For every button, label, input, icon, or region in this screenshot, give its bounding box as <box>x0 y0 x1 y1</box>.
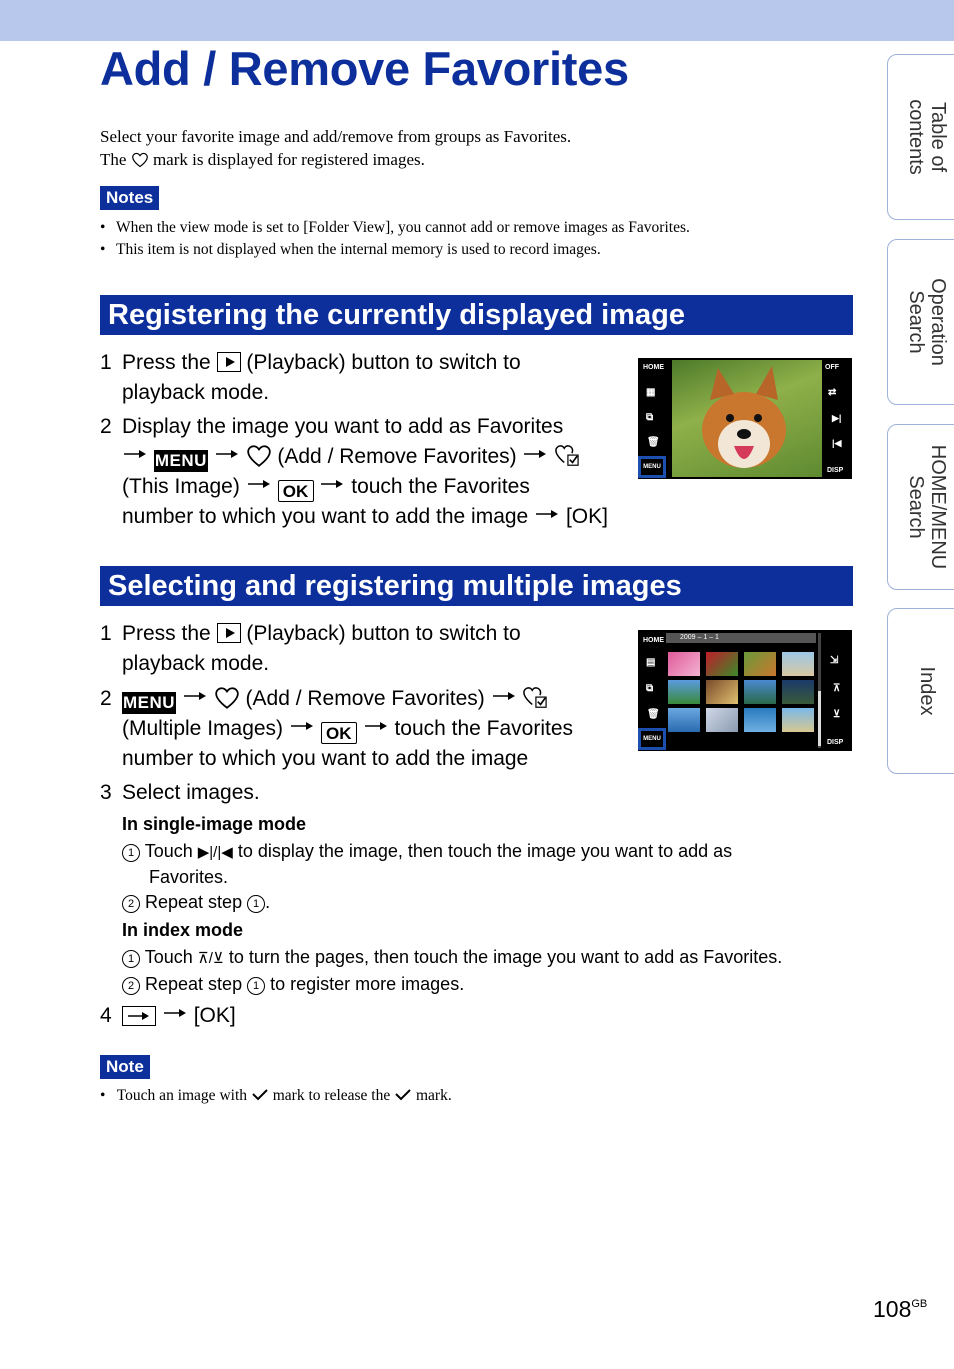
tab-label: Table of contents <box>905 99 949 175</box>
menu-icon: MENU <box>122 693 176 712</box>
off-label: OFF <box>825 364 839 371</box>
slideshow-icon: ⧉ <box>646 412 654 423</box>
tab-label: HOME/MENU Search <box>905 444 949 570</box>
thumbnail <box>744 652 776 676</box>
step-text: playback mode. <box>122 381 270 404</box>
step-text: Repeat step <box>145 892 243 912</box>
step-text: (This Image) <box>122 475 240 498</box>
scrollbar-track <box>818 633 821 748</box>
confirm-next-icon <box>122 1006 156 1026</box>
circled-number: 1 <box>247 977 265 995</box>
step-text: Press the <box>122 622 211 645</box>
favorite-heart-check-icon <box>554 444 580 468</box>
dog-photo-image <box>672 360 822 477</box>
step-text: to register more images. <box>270 974 465 994</box>
single-mode-step-1 <box>122 839 822 889</box>
thumbnail <box>706 652 738 676</box>
arrow-icon <box>319 477 345 491</box>
top-color-bar <box>0 0 954 41</box>
prev-image-icon: |◀ <box>832 438 842 448</box>
note-text-a: Touch an image with <box>116 1087 247 1104</box>
arrow-icon <box>214 447 240 461</box>
thumbnail <box>782 680 814 704</box>
notes-item: • When the view mode is set to [Folder View], you cannot add or remove images as Favorites. <box>100 217 690 239</box>
step-text: . <box>265 892 271 912</box>
index-icon: ▦ <box>646 387 656 398</box>
step-text: touch the Favorites <box>394 717 574 740</box>
step-number: 3 <box>100 781 112 804</box>
camera-screen-single <box>638 358 852 479</box>
note-label: Note <box>100 1055 150 1079</box>
ok-icon: OK <box>278 480 314 502</box>
screen-menu-button: MENU <box>638 456 666 478</box>
tab-label: Index <box>916 666 938 716</box>
check-icon <box>394 1088 412 1102</box>
step-number: 1 <box>100 351 112 374</box>
single-mode-step-2 <box>122 890 822 914</box>
step-text: number to which you want to add the image <box>122 747 529 770</box>
delete-icon: 🗑 <box>647 437 660 448</box>
arrow-icon <box>182 689 208 703</box>
thumbnail <box>668 708 700 732</box>
arrow-icon <box>534 507 560 521</box>
arrow-icon <box>491 689 517 703</box>
circled-number: 1 <box>122 844 140 862</box>
next-image-icon: ▶| <box>832 413 842 423</box>
step-text: Favorites. <box>149 867 229 887</box>
step-text: playback mode. <box>122 652 270 675</box>
intro-line-2 <box>100 148 571 171</box>
view-mode-icon: ▤ <box>646 657 656 668</box>
thumbnail-grid <box>668 650 818 748</box>
step-text: touch the Favorites <box>351 475 530 498</box>
confirm-next-arrow-icon <box>123 1007 155 1025</box>
step-number: 1 <box>100 622 112 645</box>
note-text: • Touch an image with mark to release the mark. <box>100 1087 452 1104</box>
page-up-down-icon: ⊼/⊻ <box>197 950 224 967</box>
next-prev-icon: ▶|/|◀ <box>197 844 233 861</box>
date-bar: 2009 – 1 – 1 <box>666 633 816 643</box>
page-title: Add / Remove Favorites <box>100 42 629 95</box>
home-label: HOME <box>643 637 664 644</box>
camera-screen-index <box>638 630 852 751</box>
scrollbar-thumb <box>818 691 821 746</box>
screen-menu-button: MENU <box>638 728 666 750</box>
page-number <box>873 1290 927 1323</box>
step-text: (Multiple Images) <box>122 717 284 740</box>
intro-line-1: Select your favorite image and add/remove from groups as Favorites. <box>100 127 572 146</box>
step-text: [OK] <box>193 1004 236 1027</box>
tab-operation-search[interactable] <box>887 239 954 405</box>
step-text: (Playback) button to switch to <box>246 351 521 374</box>
arrow-icon <box>162 1006 188 1020</box>
thumbnail <box>744 680 776 704</box>
notes-item: • This item is not displayed when the internal memory is used to record images. <box>100 239 690 261</box>
index-mode-step-2 <box>122 972 822 996</box>
disp-label: DISP <box>827 739 844 746</box>
home-label: HOME <box>643 364 664 371</box>
section-heading-register-multiple: Selecting and registering multiple images <box>100 566 853 606</box>
intro-line-2-suffix: mark is displayed for registered images. <box>152 150 425 169</box>
thumbnail <box>668 680 700 704</box>
favorite-heart-icon <box>131 152 149 168</box>
step-text: Press the <box>122 351 211 374</box>
dog-photo <box>672 360 822 477</box>
step-text: Select images. <box>122 781 260 804</box>
playback-button-icon <box>217 623 241 643</box>
favorite-heart-icon <box>214 686 240 710</box>
check-icon <box>251 1088 269 1102</box>
intro-text <box>100 125 571 171</box>
playback-button-icon <box>217 352 241 372</box>
arrow-icon <box>246 477 272 491</box>
menu-icon: MENU <box>154 451 207 470</box>
intro-line-2-prefix: The <box>100 150 127 169</box>
favorite-heart-check-icon <box>522 686 548 710</box>
step-number: 4 <box>100 1004 112 1027</box>
tab-index[interactable] <box>887 608 954 774</box>
tab-table-of-contents[interactable] <box>887 54 954 220</box>
notes-list <box>100 217 690 261</box>
swap-icon: ⇄ <box>828 387 837 398</box>
step-number: 2 <box>100 687 112 710</box>
arrow-icon <box>289 719 315 733</box>
ok-icon: OK <box>321 722 357 744</box>
disp-label: DISP <box>827 467 844 474</box>
step-text: (Add / Remove Favorites) <box>245 687 485 710</box>
circled-number: 1 <box>122 950 140 968</box>
step-text: Touch <box>144 947 193 967</box>
index-mode-heading: In index mode <box>122 920 244 940</box>
note-text-c: mark. <box>415 1087 452 1104</box>
thumbnail <box>782 708 814 732</box>
page-number-suffix: GB <box>911 1298 928 1310</box>
step-text: (Playback) button to switch to <box>246 622 521 645</box>
step-text: Touch <box>144 841 193 861</box>
single-image-mode-heading: In single-image mode <box>122 814 307 834</box>
page-number-value: 108 <box>873 1296 912 1322</box>
arrow-icon <box>122 447 148 461</box>
page-down-icon: ⊻ <box>833 709 841 720</box>
section-heading-register-current: Registering the currently displayed image <box>100 295 853 335</box>
favorite-heart-icon <box>246 444 272 468</box>
index-mode-step-1 <box>122 945 862 971</box>
thumbnail <box>706 708 738 732</box>
thumbnail <box>782 652 814 676</box>
notes-label: Notes <box>100 186 159 210</box>
slideshow-icon: ⧉ <box>646 683 654 694</box>
arrow-icon <box>363 719 389 733</box>
step-text: Repeat step <box>145 974 243 994</box>
step-text: to display the image, then touch the image you want to add as <box>237 841 733 861</box>
step-text: (Add / Remove Favorites) <box>277 445 517 468</box>
arrow-icon <box>522 447 548 461</box>
page-up-icon: ⊼ <box>833 683 841 694</box>
thumbnail <box>668 652 700 676</box>
favorite-register-icon: ⇲ <box>830 655 839 666</box>
delete-icon: 🗑 <box>647 709 660 720</box>
circled-number: 2 <box>122 977 140 995</box>
note-text-b: mark to release the <box>272 1087 391 1104</box>
step-text: Display the image you want to add as Favorites <box>122 415 564 438</box>
thumbnail <box>744 708 776 732</box>
tab-home-menu-search[interactable] <box>887 424 954 590</box>
tab-label: Operation Search <box>905 278 949 366</box>
circled-number: 2 <box>122 895 140 913</box>
thumbnail <box>706 680 738 704</box>
step-number: 2 <box>100 415 112 438</box>
step-text: number to which you want to add the image <box>122 505 529 528</box>
step-text: to turn the pages, then touch the image you want to add as Favorites. <box>228 947 783 967</box>
step-text: [OK] <box>565 505 608 528</box>
circled-number: 1 <box>247 895 265 913</box>
